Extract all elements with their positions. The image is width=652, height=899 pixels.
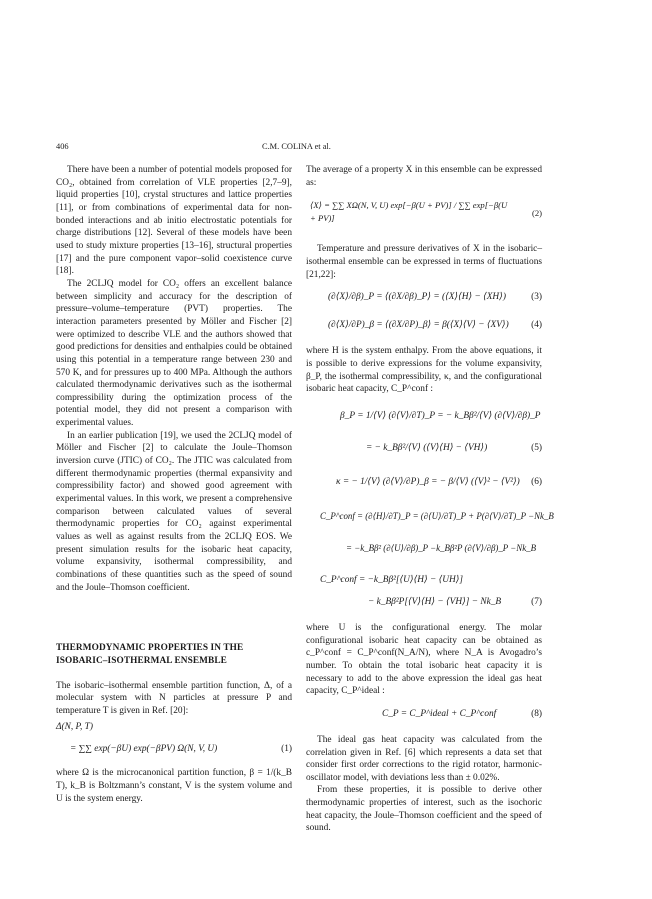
equation-4-body: (∂⟨X⟩/∂P)_β = ⟨(∂X/∂P)_β⟩ = β(⟨X⟩⟨V⟩ − ⟨XV⟩) bbox=[328, 320, 509, 331]
page-number: 406 bbox=[56, 142, 69, 151]
equation-7-line-1: C_P^conf = (∂⟨H⟩/∂T)_P = (∂⟨U⟩/∂T)_P + P(∂⟨V⟩/∂T)_P −Nk_B bbox=[320, 510, 554, 521]
left-column bbox=[56, 164, 292, 805]
equation-5-number: (5) bbox=[531, 442, 542, 453]
equation-1 bbox=[56, 743, 292, 765]
right-paragraph-6: From these properties, it is possible to derive other thermodynamic properties of interest, such as the isochoric heat capacity, the Joule–Thomson coefficient and the speed of sound. bbox=[306, 785, 542, 834]
equation-7-number: (7) bbox=[531, 596, 542, 607]
equation-7-line-2: = −k_Bβ² (∂⟨U⟩/∂β)_P −k_Bβ²P (∂⟨V⟩/∂β)_P −Nk_B bbox=[346, 542, 536, 553]
equation-6-body: κ = − 1/⟨V⟩ (∂⟨V⟩/∂P)_β = − β/⟨V⟩ (⟨V⟩² − ⟨V²⟩) bbox=[336, 476, 520, 487]
equation-7-line-4-row bbox=[306, 596, 542, 614]
equation-8 bbox=[306, 708, 542, 724]
equation-2-number: (2) bbox=[531, 208, 542, 219]
equation-5-line-2: = − k_Bβ²/⟨V⟩ (⟨V⟩⟨H⟩ − ⟨VH⟩) bbox=[366, 442, 488, 453]
equation-1-rhs: = ∑∑ exp(−βU) exp(−βPV) Ω(N, V, U) bbox=[70, 744, 218, 755]
right-paragraph-1: The average of a property X in this ensemble can be expressed as: bbox=[306, 165, 542, 188]
equation-1-lhs: Δ(N, P, T) bbox=[56, 722, 93, 733]
right-column bbox=[306, 164, 554, 835]
equation-4 bbox=[306, 319, 542, 341]
equation-2 bbox=[306, 199, 542, 229]
running-title: C.M. COLINA et al. bbox=[262, 142, 331, 151]
equation-1-number: (1) bbox=[281, 744, 292, 755]
equation-8-body: C_P = C_P^ideal + C_P^conf bbox=[382, 708, 497, 719]
equation-5-line-2-row bbox=[306, 442, 542, 466]
equation-8-number: (8) bbox=[531, 708, 542, 719]
left-paragraph-1: There have been a number of potential models proposed for CO₂, obtained from correlation of VLE properties [2,7–9], liquid properties [10], crystal structures and lattice properties [11], or from combinations of experimental data for non-bonded interactions and ab initio electrostatic potentials for charge distributions [12]. Several of these models have been used to study mixture properties [13–16], structural properties [17] and the pure component vapor–solid coexistence curve [18]. bbox=[56, 165, 292, 277]
right-paragraph-4: where U is the configurational energy. The molar configurational isobaric heat capacity can be obtained as c_P^conf = C_P^conf(N_A/N), where N_A is Avogadro’s number. To obtain the total isobaric heat capacity it is necessary to add to the above expression the ideal gas heat capacity, C_P^ideal : bbox=[306, 622, 542, 697]
equation-3 bbox=[306, 291, 542, 313]
equation-4-number: (4) bbox=[531, 320, 542, 331]
left-paragraph-4: The isobaric–isothermal ensemble partition function, Δ, of a molecular system with N particles at pressure P and temperature T is given in Ref. [20]: bbox=[56, 680, 292, 716]
equation-7-line-4: − k_Bβ²P[⟨V⟩⟨H⟩ − ⟨VH⟩] − Nk_B bbox=[368, 596, 502, 607]
equation-2-body: ⟨X⟩ = ∑∑ XΩ(N, V, U) exp[−β(U + PV)] / ∑∑ exp[−β(U + PV)] bbox=[310, 200, 508, 224]
equation-6 bbox=[306, 476, 542, 502]
left-paragraph-5: where Ω is the microcanonical partition function, β = 1/(k_B T), k_B is Boltzmann’s constant, V is the system volume and U is the system energy. bbox=[56, 768, 292, 804]
equation-3-body: (∂⟨X⟩/∂β)_P = ⟨(∂X/∂β)_P⟩ = (⟨X⟩⟨H⟩ − ⟨XH⟩) bbox=[328, 292, 506, 303]
equation-6-number: (6) bbox=[531, 476, 542, 487]
right-paragraph-2: Temperature and pressure derivatives of X in the isobaric–isothermal ensemble can be expressed in terms of fluctuations [21,22]: bbox=[306, 244, 542, 280]
left-paragraph-2: The 2CLJQ model for CO₂ offers an excellent balance between simplicity and accuracy for the description of pressure–volume–temperature (PVT) properties. The interaction parameters presented by Möller and Fischer [2] were optimized to describe VLE and the authors showed that good predictions for densities and enthalpies could be obtained using this potential in a temperature range between 230 and 570 K, and for pressures up to 400 MPa. Although the authors calculated thermodynamic derivatives such as the isothermal compressibility during the optimization process of the potential model, they did not present a comparison with experimental values. bbox=[56, 278, 292, 429]
equation-7-line-3: C_P^conf = −k_Bβ²[⟨U⟩⟨H⟩ − ⟨UH⟩] bbox=[320, 574, 464, 585]
section-heading: THERMODYNAMIC PROPERTIES IN THE ISOBARIC–ISOTHERMAL ENSEMBLE bbox=[56, 643, 244, 666]
right-paragraph-3: where H is the system enthalpy. From the above equations, it is possible to derive expressions for the volume expansivity, β_P, the isothermal compressibility, κ, and the configurational isobaric heat capacity, C_P^conf : bbox=[306, 346, 542, 395]
equation-5-line-1: β_P = 1/⟨V⟩ (∂⟨V⟩/∂T)_P = − k_Bβ²/⟨V⟩ (∂⟨V⟩/∂β)_P bbox=[340, 410, 541, 421]
equation-3-number: (3) bbox=[531, 292, 542, 303]
left-paragraph-3: In an earlier publication [19], we used the 2CLJQ model of Möller and Fischer [2] to calculate the Joule–Thomson inversion curve (JTIC) of CO₂. The JTIC was calculated from different thermodynamic properties (thermal expansivity and compressibility factor) and showed good agreement with experimental values. In this work, we present a comprehensive comparison between calculated values of several thermodynamic properties for CO₂ against experimental values as well as against results from the 2CLJQ EOS. We present simulation results for the isobaric heat capacity, volume expansivity, isothermal compressibility, and combinations of these quantities such as the speed of sound and the Joule–Thomson coefficient. bbox=[56, 430, 292, 593]
right-paragraph-5: The ideal gas heat capacity was calculated from the correlation given in Ref. [6] which represents a data set that consider first order corrections to the rigid rotator, harmonic-oscillator model, with deviations less than ± 0.02%. bbox=[306, 734, 542, 783]
